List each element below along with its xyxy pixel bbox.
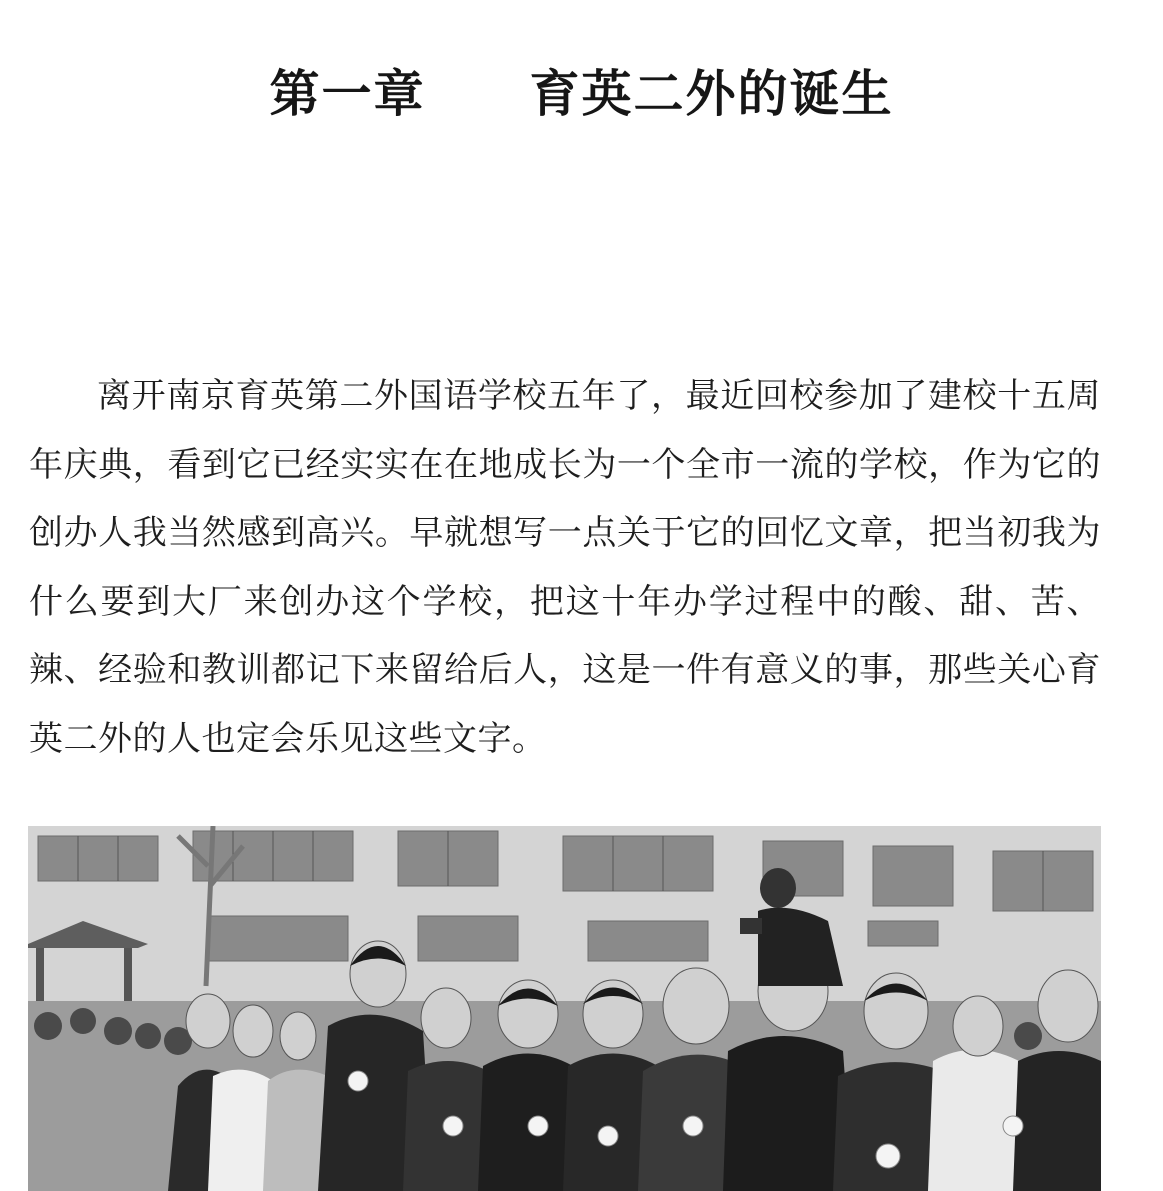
ceremony-photo [28, 826, 1101, 1191]
chapter-title: 第一章 育英二外的诞生 [269, 65, 894, 123]
body-paragraph: 离开南京育英第二外国语学校五年了，最近回校参加了建校十五周年庆典，看到它已经实实在在地成长为一个全市一流的学校，作为它的创办人我当然感到高兴。早就想写一点关于它的回忆文章，把当初我为什么要到大厂来创办这个学校，把这十年办学过程中的酸、甜、苦、辣、经验和教训都记下来留给后人，这是一件有意义的事，那些关心育英二外的人也定会乐见这些文字。 [29, 376, 1101, 759]
